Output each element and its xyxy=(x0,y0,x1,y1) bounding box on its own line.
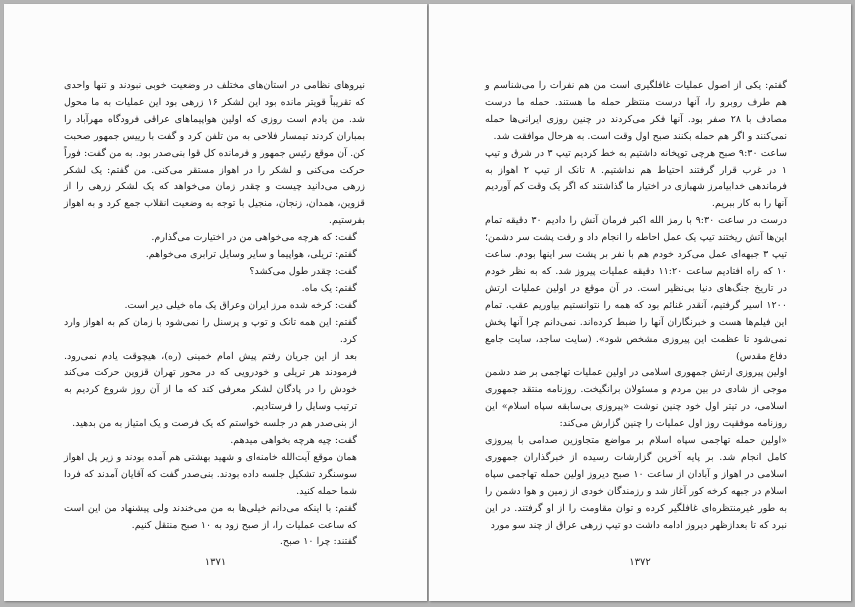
paragraph: گفت: کرخه شده مرز ایران وعراق یک ماه خیلی دیر است. xyxy=(124,299,357,311)
paragraph: گفتم: یکی از اصول عملیات غافلگیری است من هم نفرات را می‌شناسم و هم طرف روبرو را، آنها درست منتظر حمله ما هستند. حمله ما درست مصادف با ۲۸ صفر بود. آنها فکر می‌کردند در چنین روزی ایرانی‌ها حمله نمی‌کنند و اگر هم حمله بکنند صبح اول وقت است. به هرحال موافقت شد. xyxy=(485,80,787,142)
paragraph: گفتم: این همه تانک و توپ و پرسنل را نمی‌شود با زمان کم به اهواز وارد کرد. xyxy=(64,316,357,345)
paragraph: گفت: چیه هرچه بخواهی میدهم. xyxy=(230,435,357,447)
right-page xyxy=(429,4,851,601)
paragraph: درست در ساعت ۹:۳۰ با رمز الله اکبر فرمان آتش را دادیم ۳۰ دقیقه تمام این‌ها آتش ریختند تیپ یک عمل احاطه را انجام داد و رفت پشت سر دشمن؛ تیپ ۳ جبهه‌ای عمل می‌کرد خودم هم با نفر بر پشت سر اینها بودم. ساعت ۱۰ که راه افتادیم ساعت ۱۱:۲۰ دقیقه عملیات پیروز شد. که به نظر خودم در تاریخ جنگ‌های دنیا بی‌نظیر است. در آن موقع در اولین عملیات ارتش ۱۲۰۰ اسیر گرفتیم، آنقدر غنائم بود که همه را نتوانستیم بیاوریم عقب. تمام این فیلم‌ها هست و خبرنگاران آنها را ضبط کرده‌اند. نمی‌دانم چرا آنها پخش نمی‌شود تا عظمت این پیروزی مشخص شود». (سایت ساجد، سایت جامع دفاع مقدس) xyxy=(485,215,787,362)
paragraph: بعد از این جریان رفتم پیش امام خمینی (ره)، هیچوقت یادم نمی‌رود. فرمودند هر تریلی و خودرویی که در محور تهران قزوین حرکت می‌کند خودش را در پادگان لشکر معرفی کند که ما از آن روز شروع کردیم به ترتیب وسایل را فرستادیم. xyxy=(64,350,357,413)
page-number: ۱۳۷۲ xyxy=(629,557,651,568)
paragraph: «اولین حمله تهاجمی سپاه اسلام بر مواضع متجاوزین صدامی با پیروزی کامل انجام شد. بر پایه آخرین گزارشات رسیده از خبرگذاران جمهوری اسلامی در اهواز و آبادان از ساعت ۱۰ صبح دیروز اولین حمله تهاجمی سپاه اسلام در جبهه کرخه کور آغاز شد و رزمندگان خودی از زمین و هوا دشمن را به طور غیرمنتظره‌ای غافلگیر کرده و توان مقاومت را از او گرفتند. در این نبرد که تا بعدازظهر دیروز ادامه داشت دو تیپ زرهی عراق از چند سو مورد xyxy=(485,435,787,531)
paragraph: اولین پیروزی ارتش جمهوری اسلامی در اولین عملیات تهاجمی بر ضد دشمن موجی از شادی در بین مردم و مسئولان برانگیخت. روزنامه منتقد جمهوری اسلامی، در تیتر اول خود چنین نوشت «پیروزی بی‌سابقه سپاه اسلام» این روزنامه موفقیت روز اول عملیات را چنین گزارش می‌کند: xyxy=(485,367,787,430)
paragraph: گفتند: چرا ۱۰ صبح. xyxy=(279,536,357,548)
left-page-body xyxy=(64,78,365,551)
right-page-body xyxy=(485,78,795,534)
paragraph: گفتم: یک ماه. xyxy=(301,282,357,294)
paragraph: گفتم: با اینکه می‌دانم خیلی‌ها به من می‌خندند ولی پیشنهاد من این است که ساعت عملیات را، از صبح زود به ۱۰ صبح منتقل کنیم. xyxy=(64,502,357,531)
paragraph: نیروهای نظامی در استان‌های مختلف در وضعیت خوبی نبودند و تنها واحدی که تقریباً قویتر مانده بود این لشکر ۱۶ زرهی بود این عملیات به ما محول شد. من یادم است روزی که اولین هواپیماهای عراقی فرودگاه مهرآباد را بمباران کردند تیمسار فلاحی به من تلفن کرد و گفت با رییس جمهور صحبت کن. آن موقع رئیس جمهور و فرمانده کل قوا بنی‌صدر بود. به من گفت: فوراً حرکت می‌کنی و لشکر را در اهواز مستقر می‌کنی. من گفتم: یک لشکر زرهی می‌دانید چیست و چقدر زمان می‌خواهد که یک لشکر زرهی را از قزوین، همدان، زنجان، منجیل با توجه به وضعیت انقلاب جمع کرد و به اهواز بفرستیم. xyxy=(64,80,365,227)
left-page xyxy=(4,4,427,601)
paragraph: از بنی‌صدر هم در جلسه خواستم که یک فرصت و یک امتیاز به من بدهید. xyxy=(72,418,357,430)
paragraph: همان موقع آیت‌الله خامنه‌ای و شهید بهشتی هم آمده بودند و زیر پل اهواز سوسنگرد تشکیل جلسه داده بودند. بنی‌صدر گفت که آقایان آمدند که فردا شما حمله کنید. xyxy=(64,451,357,497)
page-number: ۱۳۷۱ xyxy=(204,557,227,568)
paragraph: گفت: که هرچه می‌خواهی من در اختیارت می‌گذارم. xyxy=(151,232,357,244)
paragraph: گفت: چقدر طول می‌کشد؟ xyxy=(249,265,357,277)
paragraph: گفتم: تریلی، هواپیما و سایر وسایل ترابری می‌خواهم. xyxy=(145,249,357,261)
paragraph: ساعت ۹:۳۰ صبح هرچی توپخانه داشتیم به خط کردیم تیپ ۳ در شرق و تیپ ۱ در غرب قرار گرفتند احتیاط هم نداشتیم. ۸ تانک از تیپ ۲ اهواز به فرماندهی خدابیامرز شهبازی در اختیار ما گذاشتند که اگر یک وقت کم آوردیم آنها را به کار ببریم. xyxy=(485,147,788,210)
